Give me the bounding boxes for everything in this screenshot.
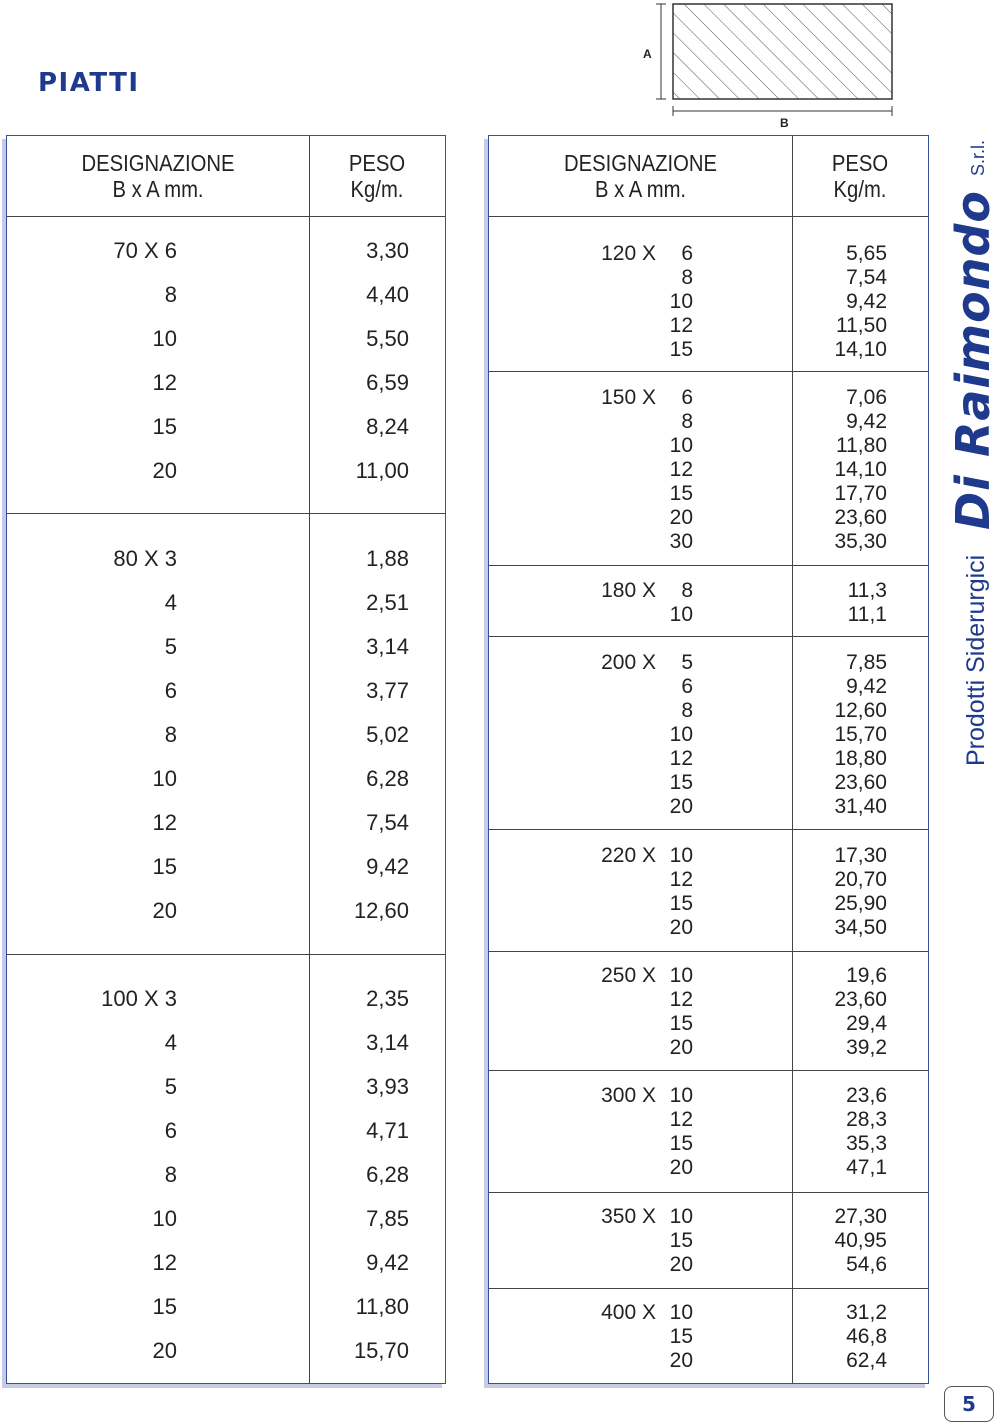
weight-cell: 11,80 [355,1294,409,1319]
weight-cell: 23,60 [834,506,887,529]
weight-cell: 54,6 [846,1253,887,1276]
weight-cell: 7,85 [366,1206,409,1231]
designation-cell: 10 [152,1206,177,1231]
weight-cell: 39,2 [846,1036,887,1059]
weight-cell: 6,28 [366,1162,409,1187]
weight-cell: 20,70 [834,868,887,891]
designation-cell: 80 X 3 [113,546,177,571]
weight-cell: 27,30 [834,1205,887,1228]
designation-cell: 12 [152,370,177,395]
weight-cell: 2,51 [366,590,409,615]
designation-cell: 12 [152,810,177,835]
weight-cell: 8,24 [366,414,409,439]
weight-cell: 7,85 [846,651,887,674]
weight-cell: 4,40 [366,282,409,307]
width-cell: 250 X [601,964,656,987]
page-number: 5 [944,1386,994,1422]
designation-cell: 8 [164,1162,177,1187]
thickness-cell: 6 [681,675,693,698]
width-cell: 400 X [601,1301,656,1324]
weight-cell: 9,42 [366,854,409,879]
header-peso: PESO Kg/m. [348,150,406,202]
thickness-cell: 10 [669,434,693,457]
thickness-cell: 15 [669,1229,693,1252]
weight-cell: 5,65 [846,242,887,265]
weight-cell: 6,28 [366,766,409,791]
table-right [488,135,929,1384]
dimension-a-label: A [643,47,652,61]
thickness-cell: 8 [681,579,693,602]
thickness-cell: 6 [681,242,693,265]
cross-section-diagram [640,0,910,132]
weight-cell: 25,90 [834,892,887,915]
thickness-cell: 10 [669,844,693,867]
thickness-cell: 15 [669,482,693,505]
weight-cell: 35,3 [846,1132,887,1155]
designation-cell: 15 [152,1294,177,1319]
brand-name: Di Raimondo [946,190,1000,531]
designation-cell: 20 [152,898,177,923]
weight-cell: 3,93 [366,1074,409,1099]
width-cell: 150 X [601,386,656,409]
thickness-cell: 10 [669,723,693,746]
thickness-cell: 15 [669,1132,693,1155]
thickness-cell: 10 [669,1084,693,1107]
designation-cell: 10 [152,766,177,791]
width-cell: 300 X [601,1084,656,1107]
brand-tagline: Prodotti Siderurgici [962,554,990,766]
designation-cell: 5 [164,634,177,659]
section-rectangle [673,4,892,99]
thickness-cell: 20 [669,795,693,818]
weight-cell: 9,42 [846,675,887,698]
weight-cell: 3,14 [366,1030,409,1055]
weight-cell: 3,14 [366,634,409,659]
weight-cell: 1,88 [366,546,409,571]
weight-cell: 23,60 [834,988,887,1011]
weight-cell: 11,80 [836,434,887,457]
thickness-cell: 20 [669,506,693,529]
thickness-cell: 15 [669,1012,693,1035]
weight-cell: 34,50 [834,916,887,939]
weight-cell: 4,71 [366,1118,409,1143]
thickness-cell: 20 [669,1036,693,1059]
weight-cell: 2,35 [366,986,409,1011]
designation-cell: 6 [164,1118,177,1143]
designation-cell: 6 [164,678,177,703]
weight-cell: 11,00 [355,458,409,483]
designation-cell: 100 X 3 [101,986,177,1011]
thickness-cell: 10 [669,1205,693,1228]
header-peso: PESO Kg/m. [831,150,889,202]
weight-cell: 46,8 [846,1325,887,1348]
designation-cell: 15 [152,414,177,439]
weight-cell: 35,30 [834,530,887,553]
weight-cell: 15,70 [353,1338,409,1363]
weight-cell: 7,54 [366,810,409,835]
thickness-cell: 12 [669,988,693,1011]
thickness-cell: 15 [669,1325,693,1348]
weight-cell: 9,42 [846,290,887,313]
designation-cell: 4 [164,590,177,615]
thickness-cell: 12 [669,458,693,481]
designation-cell: 20 [152,458,177,483]
brand-suffix: S.r.l. [968,140,988,177]
thickness-cell: 30 [669,530,693,553]
weight-cell: 62,4 [846,1349,887,1372]
designation-cell: 20 [152,1338,177,1363]
thickness-cell: 8 [681,699,693,722]
width-cell: 350 X [601,1205,656,1228]
weight-cell: 28,3 [846,1108,887,1131]
thickness-cell: 20 [669,1156,693,1179]
thickness-cell: 10 [669,964,693,987]
thickness-cell: 15 [669,892,693,915]
designation-cell: 70 X 6 [113,238,177,263]
weight-cell: 18,80 [834,747,887,770]
weight-cell: 31,40 [834,795,887,818]
table-left [6,135,446,1384]
designation-cell: 15 [152,854,177,879]
designation-cell: 12 [152,1250,177,1275]
weight-cell: 5,50 [366,326,409,351]
thickness-cell: 10 [669,290,693,313]
width-cell: 200 X [601,651,656,674]
weight-cell: 11,1 [847,603,887,626]
weight-cell: 3,30 [366,238,409,263]
weight-cell: 29,4 [846,1012,887,1035]
weight-cell: 14,10 [834,338,887,361]
designation-cell: 10 [152,326,177,351]
weight-cell: 7,06 [846,386,887,409]
weight-cell: 17,70 [834,482,887,505]
thickness-cell: 5 [681,651,693,674]
weight-cell: 6,59 [366,370,409,395]
thickness-cell: 15 [669,771,693,794]
designation-cell: 8 [164,282,177,307]
page-title: PIATTI [38,68,140,98]
weight-cell: 23,60 [834,771,887,794]
width-cell: 180 X [601,579,656,602]
weight-cell: 12,60 [353,898,409,923]
thickness-cell: 10 [669,603,693,626]
thickness-cell: 20 [669,1253,693,1276]
weight-cell: 9,42 [366,1250,409,1275]
designation-cell: 4 [164,1030,177,1055]
width-cell: 120 X [601,242,656,265]
dimension-b-label: B [780,116,789,130]
weight-cell: 12,60 [834,699,887,722]
weight-cell: 15,70 [834,723,887,746]
thickness-cell: 15 [669,338,693,361]
header-designazione: DESIGNAZIONE B x A mm. [564,150,717,202]
weight-cell: 14,10 [834,458,887,481]
weight-cell: 5,02 [366,722,409,747]
weight-cell: 11,3 [847,579,887,602]
thickness-cell: 12 [669,1108,693,1131]
thickness-cell: 12 [669,314,693,337]
designation-cell: 8 [164,722,177,747]
weight-cell: 47,1 [846,1156,887,1179]
weight-cell: 23,6 [846,1084,887,1107]
weight-cell: 11,50 [836,314,887,337]
thickness-cell: 20 [669,1349,693,1372]
thickness-cell: 12 [669,747,693,770]
designation-cell: 5 [164,1074,177,1099]
thickness-cell: 6 [681,386,693,409]
header-designazione: DESIGNAZIONE B x A mm. [81,150,235,202]
thickness-cell: 12 [669,868,693,891]
weight-cell: 40,95 [834,1229,887,1252]
weight-cell: 3,77 [366,678,409,703]
thickness-cell: 20 [669,916,693,939]
width-cell: 220 X [601,844,656,867]
weight-cell: 7,54 [846,266,887,289]
thickness-cell: 10 [669,1301,693,1324]
weight-cell: 17,30 [834,844,887,867]
thickness-cell: 8 [681,410,693,433]
weight-cell: 19,6 [846,964,887,987]
thickness-cell: 8 [681,266,693,289]
weight-cell: 9,42 [846,410,887,433]
weight-cell: 31,2 [846,1301,887,1324]
